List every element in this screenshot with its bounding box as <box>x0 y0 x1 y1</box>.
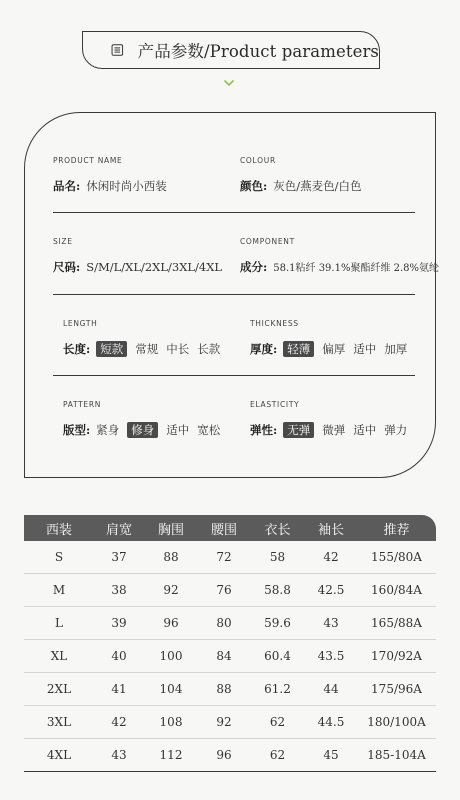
param-component: COMPONENT 成分: 58.1粘纤 39.1%聚酯纤维 2.8%氨纶 <box>240 237 440 274</box>
option-selected: 修身 <box>127 422 158 438</box>
header-cell: 肩宽 <box>105 522 132 538</box>
param-colour: COLOUR 颜色: 灰色/燕麦色/白色 <box>240 156 362 193</box>
param-product-name: PRODUCT NAME 品名: 休闲时尚小西装 <box>53 156 167 193</box>
table-cell: 43 <box>111 748 127 762</box>
table-row <box>24 541 436 574</box>
table-row <box>24 640 436 673</box>
table-cell: 80 <box>216 616 232 630</box>
table-cell: 42 <box>323 550 339 564</box>
parameters-card <box>24 112 440 478</box>
param-size: SIZE 尺码: S/M/L/XL/2XL/3XL/4XL <box>53 237 223 274</box>
divider <box>53 212 415 213</box>
table-cell: 58 <box>269 550 286 564</box>
param-pattern: PATTERN 版型: 紧身 修身 适中 宽松 <box>63 400 221 437</box>
header-cell: 西装 <box>45 522 72 538</box>
table-cell: 104 <box>159 682 183 696</box>
param-length: LENGTH 长度: 短款 常规 中长 长款 <box>63 319 221 356</box>
table-cell: 180/100A <box>367 715 426 729</box>
table-cell: 44.5 <box>317 715 345 729</box>
table-cell: 4XL <box>46 748 72 762</box>
table-cell: L <box>55 616 63 630</box>
table-cell: 37 <box>111 550 127 564</box>
table-cell: 45 <box>323 748 339 762</box>
table-row <box>24 739 436 772</box>
table-cell: 3XL <box>46 715 72 729</box>
table-cell: 59.6 <box>264 616 291 630</box>
table-body <box>24 541 436 772</box>
table-header <box>24 515 436 541</box>
option: 常规 <box>135 342 159 356</box>
table-cell: 96 <box>163 616 179 630</box>
header-cell: 推荐 <box>383 522 410 538</box>
table-cell: 92 <box>163 583 179 597</box>
table-cell: M <box>52 583 66 597</box>
option: 长款 <box>197 342 221 356</box>
table-cell: 2XL <box>46 682 72 696</box>
header-cell: 腰围 <box>210 522 237 538</box>
header-cell: 衣长 <box>264 522 291 538</box>
option: 适中 <box>353 342 377 356</box>
table-cell: 40 <box>111 649 127 663</box>
table-row <box>24 706 436 739</box>
option: 适中 <box>353 423 377 437</box>
table-cell: 43 <box>323 616 339 630</box>
option: 宽松 <box>197 423 221 437</box>
table-cell: 96 <box>216 748 232 762</box>
table-cell: 155/80A <box>371 550 422 564</box>
table-cell: 108 <box>159 715 183 729</box>
chevron-down-icon <box>223 79 235 87</box>
table-cell: 84 <box>216 649 232 663</box>
table-cell: 76 <box>216 583 232 597</box>
table-cell: 100 <box>159 649 183 663</box>
table-cell: 165/88A <box>371 616 422 630</box>
table-cell: 44 <box>323 682 339 696</box>
table-cell: 112 <box>159 748 183 762</box>
table-cell: 43.5 <box>317 649 345 663</box>
option: 微弹 <box>322 423 346 437</box>
option: 弹力 <box>384 423 408 437</box>
section-title: 产品参数/Product parameters <box>137 42 379 61</box>
table-cell: 160/84A <box>371 583 422 597</box>
table-cell: 72 <box>216 550 232 564</box>
option: 适中 <box>166 423 190 437</box>
table-row <box>24 673 436 706</box>
table-cell: 170/92A <box>371 649 422 663</box>
table-cell: 175/96A <box>371 682 422 696</box>
divider <box>53 294 415 295</box>
option-selected: 轻薄 <box>283 341 314 357</box>
header-cell: 袖长 <box>317 522 344 538</box>
option: 中长 <box>166 342 190 356</box>
table-cell: XL <box>50 649 68 663</box>
table-cell: 92 <box>216 715 232 729</box>
divider <box>53 375 415 376</box>
param-elasticity: ELASTICITY 弹性: 无弹 微弹 适中 弹力 <box>250 400 408 437</box>
table-row <box>24 607 436 640</box>
param-thickness: THICKNESS 厚度: 轻薄 偏厚 适中 加厚 <box>250 319 408 356</box>
document-list-icon <box>111 41 124 59</box>
table-cell: 42.5 <box>317 583 345 597</box>
section-header <box>82 31 380 69</box>
table-cell: 185-104A <box>367 748 426 762</box>
header-cell: 胸围 <box>157 522 184 538</box>
table-cell: S <box>54 550 64 564</box>
table-cell: 41 <box>111 682 127 696</box>
table-cell: 62 <box>269 715 286 729</box>
table-cell: 88 <box>216 682 232 696</box>
table-cell: 60.4 <box>264 649 291 663</box>
option: 偏厚 <box>322 342 346 356</box>
option-selected: 短款 <box>96 341 127 357</box>
option: 紧身 <box>96 423 120 437</box>
size-table <box>24 515 436 772</box>
table-cell: 88 <box>163 550 179 564</box>
option: 加厚 <box>384 342 408 356</box>
table-cell: 38 <box>111 583 127 597</box>
table-cell: 42 <box>111 715 127 729</box>
table-cell: 39 <box>111 616 127 630</box>
table-cell: 61.2 <box>264 682 291 696</box>
table-cell: 62 <box>269 748 286 762</box>
option-selected: 无弹 <box>283 422 314 438</box>
table-cell: 58.8 <box>264 583 291 597</box>
table-row <box>24 574 436 607</box>
